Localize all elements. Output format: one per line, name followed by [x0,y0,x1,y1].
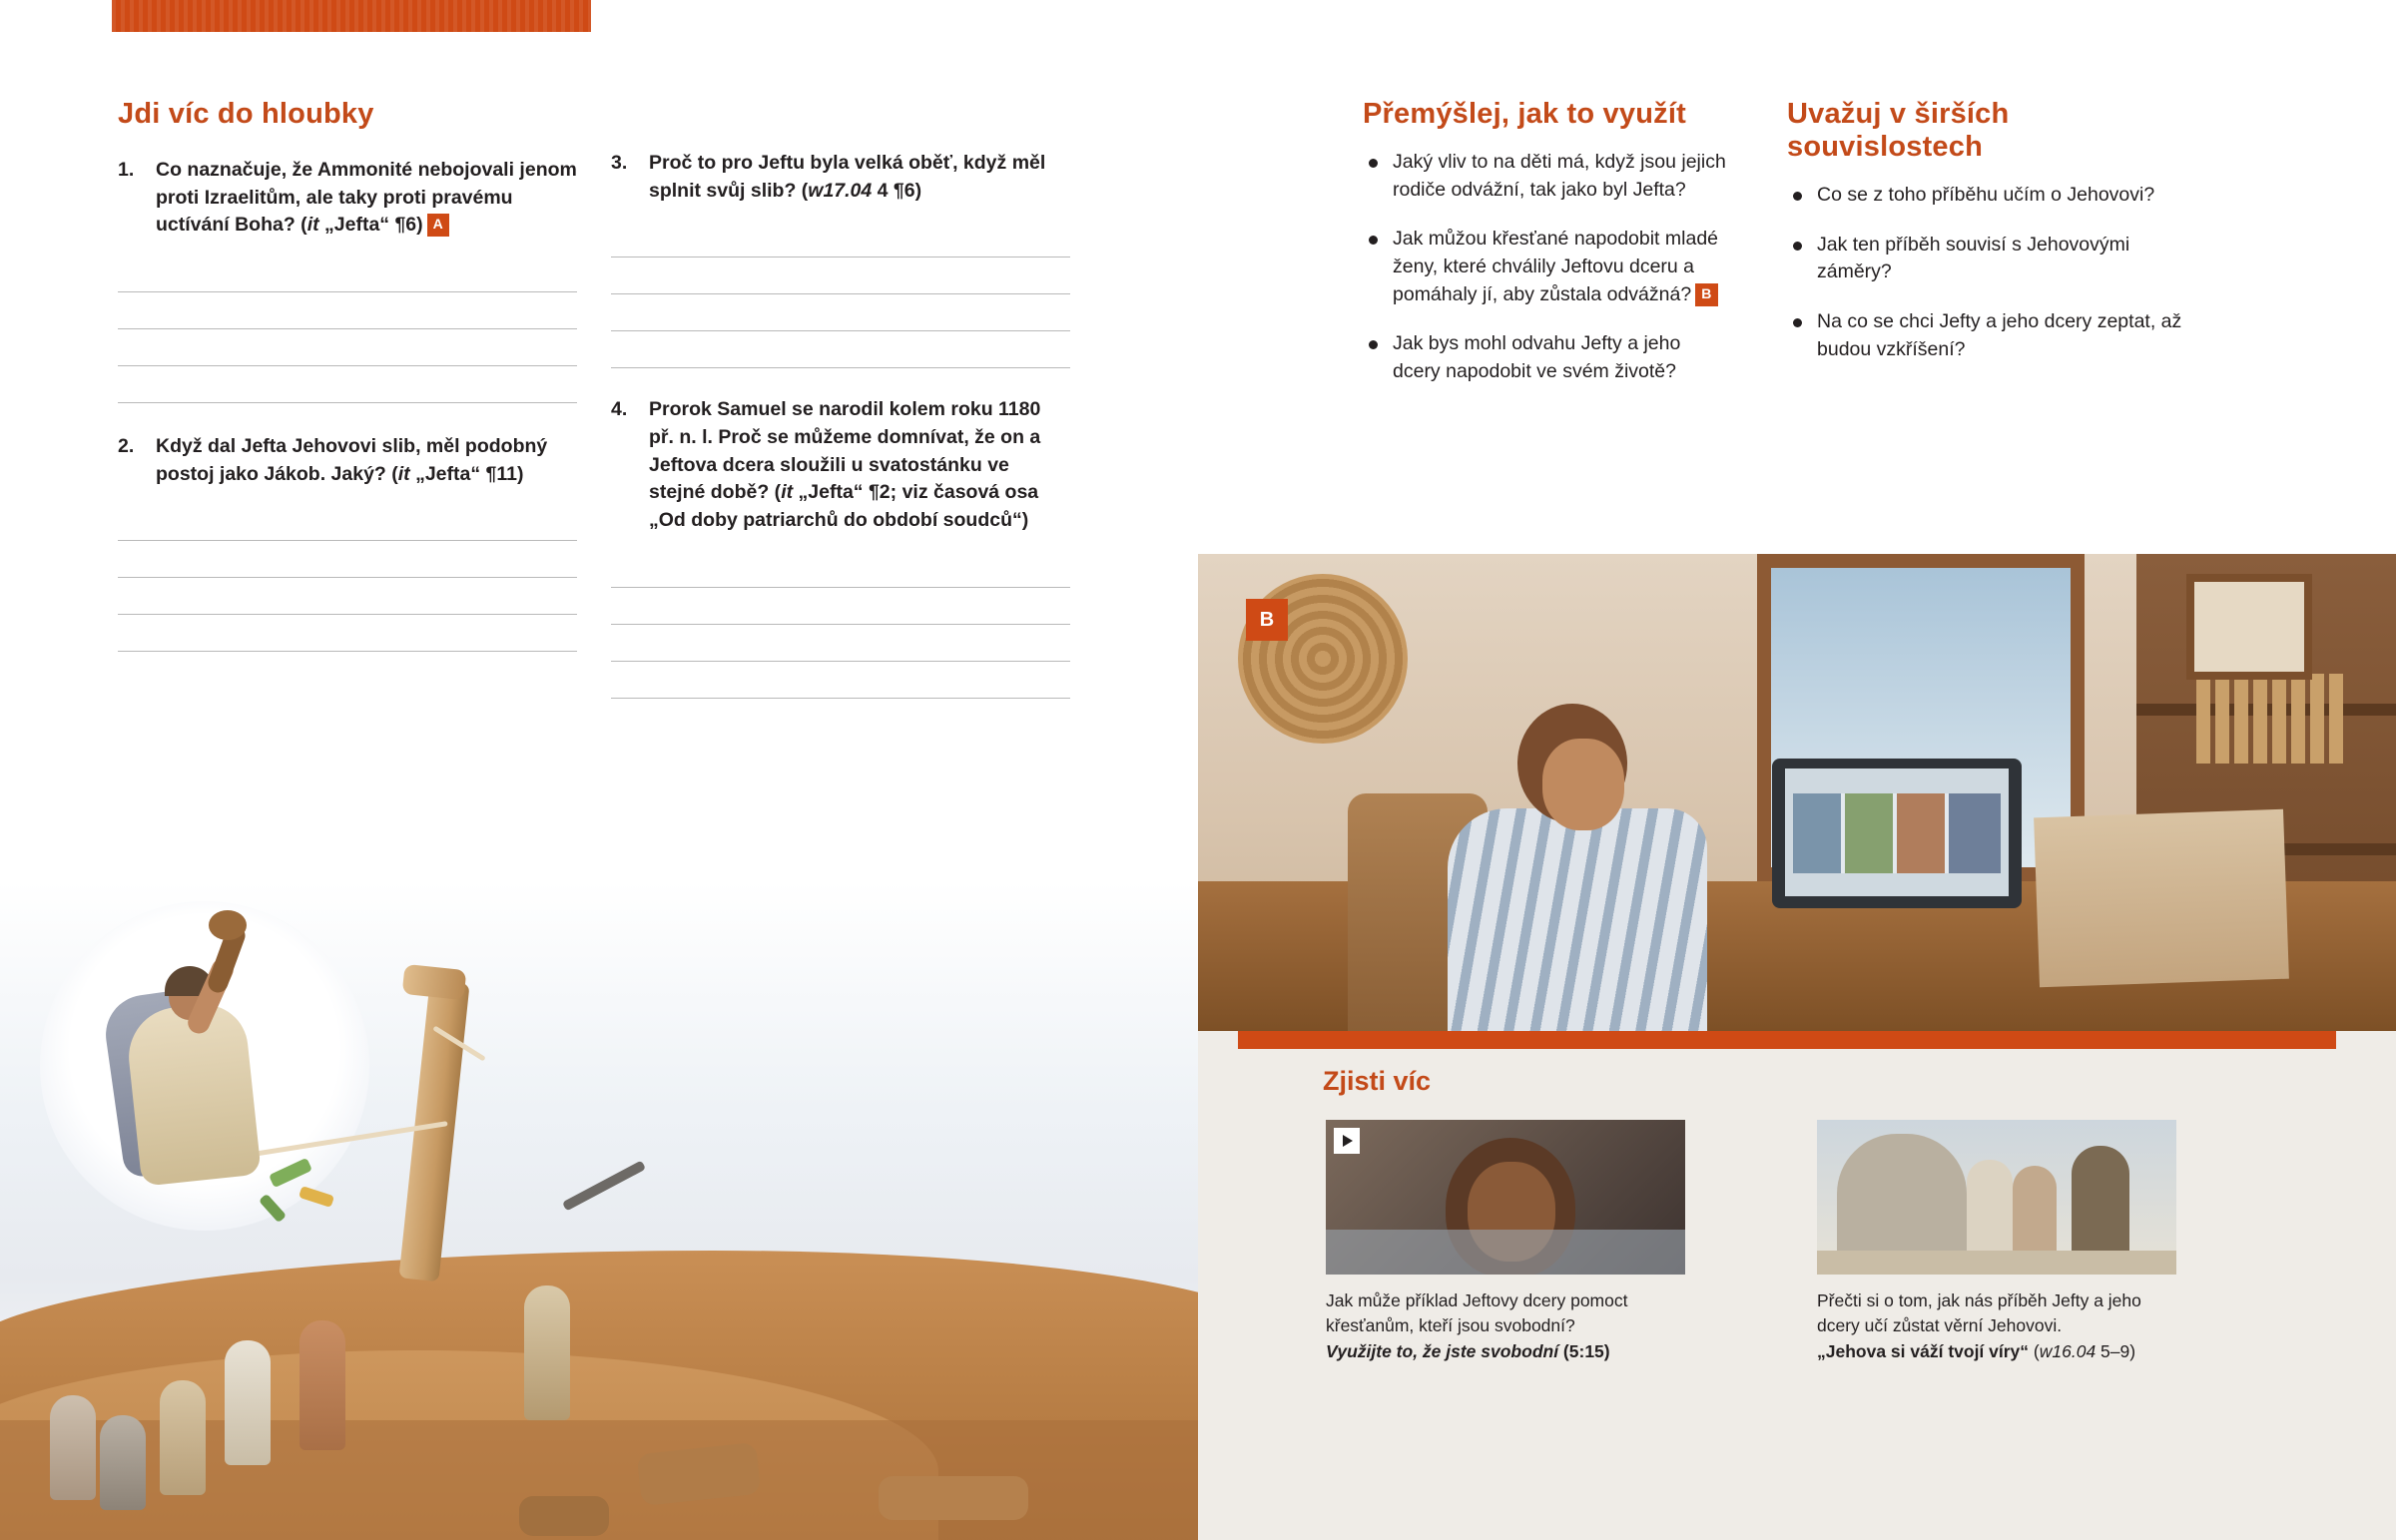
answer-lines-2[interactable] [118,504,577,652]
answer-line[interactable] [611,257,1070,294]
question-number: 4. [611,398,628,421]
play-icon[interactable] [1334,1128,1360,1154]
card-question: Jak může příklad Jeftovy dcery pomoct křesťanům, kteří jsou svobodní? [1326,1290,1628,1336]
question-2 [118,433,577,488]
wider-item: Na co se chci Jefty a jeho dcery zeptat, až budou vzkříšení? [1787,308,2186,363]
books-row [2196,674,2343,764]
apply-item-text: Jak můžou křesťané napodobit mladé ženy, které chválily Jeftovu dceru a pomáhaly jí, aby zůstala odvážná? [1393,228,1719,305]
question-3 [611,150,1070,205]
wider-context-list [1787,182,2186,363]
answer-line[interactable] [611,221,1070,257]
card-media-meta-italic: w16.04 [2039,1340,2096,1361]
picture-frame [2186,574,2312,680]
question-block-2 [118,433,577,652]
question-body: Co naznačuje, že Ammonité nebojovali jenom proti Izraelitům, ale taky proti pravému uctívání Boha? ( [156,159,577,237]
card-media-title: „Jehova si váží tvojí víry“ [1817,1340,2030,1361]
answer-lines-4[interactable] [611,551,1070,699]
apply-list [1363,149,1732,386]
answer-line[interactable] [118,329,577,366]
rope-puller-figure [300,1320,345,1450]
question-body: Prorok Samuel se narodil kolem roku 1180 př. n. l. Proč se můžeme domnívat, že on a Jeftova dcera sloužili u svatostánku ve stejné době? ( [649,398,1041,504]
section-title-wider-context: Uvažuj v širších souvislostech [1787,98,2010,163]
question-text [156,157,577,240]
learn-more-title: Zjisti víc [1323,1066,1432,1096]
answer-line[interactable] [611,588,1070,625]
rock [879,1476,1028,1520]
rope-puller-figure [225,1340,271,1465]
question-4 [611,396,1070,534]
dig-deeper-column-left [118,98,577,660]
thumbnail-ground [1817,1251,2176,1275]
question-block-4 [611,396,1070,698]
photo-badge-b: B [1246,599,1288,641]
answer-line[interactable] [611,331,1070,368]
question-body: Když dal Jefta Jehovovi slib, měl podobný postoj jako Jákob. Jaký? ( [156,435,548,485]
answer-line[interactable] [118,256,577,292]
question-ref-rest: „Jefta“ ¶2; viz časová osa „Od doby patriarchů do období soudců“) [649,481,1039,532]
apply-item [1363,226,1732,308]
footnote-badge-a: A [427,214,450,237]
question-ref-rest: „Jefta“ ¶6) [318,214,423,237]
idol-pole-top [402,964,467,1000]
apply-item-text: Jak bys mohl odvahu Jefty a jeho dcery napodobit ve svém životě? [1393,332,1681,383]
card-caption [1326,1288,1685,1364]
answer-line[interactable] [118,366,577,403]
answer-lines-1[interactable] [118,256,577,403]
axe-man-figure [524,1285,570,1420]
learn-more-card-video[interactable] [1326,1120,1685,1364]
apply-item [1363,149,1732,204]
care-package-box [2034,809,2289,988]
club-head [209,910,247,940]
wider-context-column [1787,98,2186,385]
woman-face [1542,739,1624,830]
question-number: 1. [118,159,135,181]
answer-line[interactable] [611,662,1070,699]
photo-woman-video-call [1198,554,2396,1031]
thumbnail-seat [1326,1230,1685,1275]
thumbnail-figure [1967,1160,2013,1264]
jefta-illustration [0,881,1198,1540]
thumbnail-figure [2013,1166,2057,1264]
rock [519,1496,609,1536]
card-media-title: Využijte to, že jste svobodní [1326,1340,1559,1361]
woman-body [1448,808,1707,1031]
answer-lines-3[interactable] [611,221,1070,368]
learn-more-orange-bar [1238,1031,2336,1049]
rope-puller-figure [160,1380,206,1495]
jefta-figure [105,936,295,1201]
card-media-meta: 5–9) [2096,1340,2136,1361]
apply-item [1363,330,1732,385]
question-number: 2. [118,435,135,458]
question-ref-rest: „Jefta“ ¶11) [409,462,524,485]
apply-item-text: Jaký vliv to na děti má, když jsou jejich rodiče odvážní, tak jako byl Jefta? [1393,151,1726,201]
question-ref-italic: it [306,214,319,237]
question-ref-rest: 4 ¶6) [872,179,922,202]
dig-deeper-column-right [611,150,1070,707]
answer-line[interactable] [611,551,1070,588]
answer-line[interactable] [118,504,577,541]
video-thumbnail[interactable] [1326,1120,1685,1275]
question-text [156,433,577,488]
answer-line[interactable] [611,625,1070,662]
apply-column [1363,98,1732,408]
footnote-badge-b: B [1695,283,1718,306]
card-media-paren: ( [2029,1340,2040,1361]
question-text [649,396,1070,534]
section-title-dig-deeper: Jdi víc do hloubky [118,98,374,130]
wider-item: Co se z toho příběhu učím o Jehovovi? [1787,182,2186,210]
question-block-3 [611,150,1070,368]
question-text [649,150,1070,205]
card-caption [1817,1288,2176,1364]
villager-figure [50,1395,96,1500]
question-ref-italic: it [781,481,794,504]
video-call-grid [1793,793,2001,873]
question-ref-italic: w17.04 [808,179,873,202]
thumbnail-building [1837,1134,1967,1254]
section-title-apply: Přemýšlej, jak to využít [1363,98,1686,130]
answer-line[interactable] [118,292,577,329]
wider-item: Jak ten příběh souvisí s Jehovovými záměry? [1787,232,2186,286]
card-question: Přečti si o tom, jak nás příběh Jefty a jeho dcery učí zůstat věrní Jehovovi. [1817,1290,2141,1336]
card-media-meta: (5:15) [1558,1340,1610,1361]
learn-more-card-article[interactable] [1817,1120,2176,1364]
question-1 [118,157,577,240]
question-body: Proč to pro Jeftu byla velká oběť, když měl splnit svůj slib? ( [649,152,1046,202]
answer-line[interactable] [118,541,577,578]
answer-line[interactable] [611,294,1070,331]
answer-line[interactable] [118,615,577,652]
orange-tab-decoration [112,0,591,32]
question-ref-italic: it [397,462,410,485]
villager-figure [100,1415,146,1510]
question-number: 3. [611,152,628,174]
thumbnail-figure [2072,1146,2129,1266]
question-block-1 [118,157,577,403]
article-thumbnail[interactable] [1817,1120,2176,1275]
answer-line[interactable] [118,578,577,615]
